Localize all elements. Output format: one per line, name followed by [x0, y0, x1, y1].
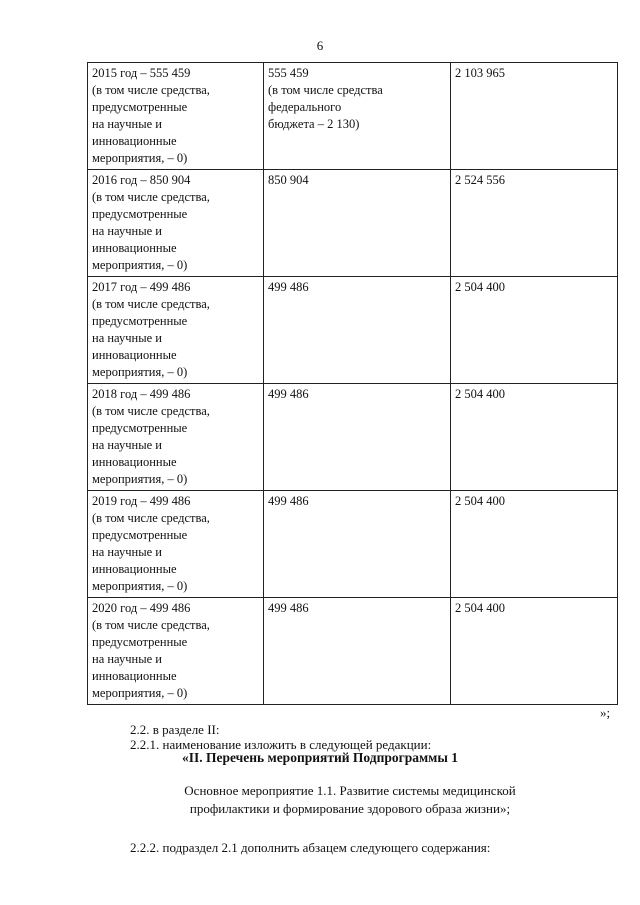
main-activity-block: [120, 782, 580, 818]
table-row: [88, 63, 618, 170]
cell-text-line: на научные и: [92, 224, 162, 238]
budget-table-body: [88, 63, 618, 705]
cell-text-line: мероприятия, – 0): [92, 686, 188, 700]
cell-text-line: инновационные: [92, 669, 177, 683]
cell-text-line: 2 103 965: [455, 66, 505, 80]
cell-text-line: мероприятия, – 0): [92, 579, 188, 593]
table-row: [88, 170, 618, 277]
cell-text-line: мероприятия, – 0): [92, 151, 188, 165]
table-cell-col1: [88, 384, 264, 491]
table-cell-col1: [88, 598, 264, 705]
table-cell-col3: [451, 598, 618, 705]
cell-text-line: (в том числе средства,: [92, 404, 210, 418]
cell-text-line: 2 524 556: [455, 173, 505, 187]
table-cell-col1: [88, 170, 264, 277]
cell-text-line: на научные и: [92, 652, 162, 666]
cell-text-line: 499 486: [268, 387, 309, 401]
cell-text-line: предусмотренные: [92, 528, 188, 542]
table-cell-col3: [451, 63, 618, 170]
cell-text-line: 555 459: [268, 66, 309, 80]
section-heading: «II. Перечень мероприятий Подпрограммы 1: [181, 750, 459, 765]
table-cell-col3: [451, 277, 618, 384]
table-cell-col1: [88, 277, 264, 384]
cell-text-line: 2018 год – 499 486: [92, 387, 191, 401]
cell-text-line: 2 504 400: [455, 280, 505, 294]
cell-text-line: 2017 год – 499 486: [92, 280, 191, 294]
closing-quote: »;: [600, 705, 611, 720]
table-cell-col1: [88, 63, 264, 170]
cell-text-line: 2015 год – 555 459: [92, 66, 191, 80]
cell-text-line: (в том числе средства,: [92, 297, 210, 311]
cell-text-line: инновационные: [92, 455, 177, 469]
table-cell-col3: [451, 491, 618, 598]
page-number: 6: [316, 38, 324, 53]
cell-text-line: инновационные: [92, 134, 177, 148]
budget-table: [87, 62, 618, 705]
cell-text-line: инновационные: [92, 241, 177, 255]
cell-text-line: 2 504 400: [455, 494, 505, 508]
cell-text-line: предусмотренные: [92, 635, 188, 649]
cell-text-line: мероприятия, – 0): [92, 472, 188, 486]
cell-text-line: на научные и: [92, 545, 162, 559]
cell-text-line: инновационные: [92, 562, 177, 576]
main-activity-line-1: Основное мероприятие 1.1. Развитие системы медицинской: [184, 783, 516, 798]
cell-text-line: 2016 год – 850 904: [92, 173, 191, 187]
cell-text-line: мероприятия, – 0): [92, 258, 188, 272]
cell-text-line: (в том числе средства,: [92, 511, 210, 525]
cell-text-line: 2 504 400: [455, 601, 505, 615]
cell-text-line: на научные и: [92, 117, 162, 131]
cell-text-line: предусмотренные: [92, 421, 188, 435]
cell-text-line: (в том числе средства,: [92, 190, 210, 204]
table-row: [88, 598, 618, 705]
table-cell-col3: [451, 384, 618, 491]
table-cell-col2: [264, 63, 451, 170]
cell-text-line: бюджета – 2 130): [268, 117, 360, 131]
cell-text-line: (в том числе средства,: [92, 618, 210, 632]
cell-text-line: предусмотренные: [92, 314, 188, 328]
cell-text-line: (в том числе средства,: [92, 83, 210, 97]
table-cell-col2: [264, 491, 451, 598]
cell-text-line: федерального: [268, 100, 342, 114]
cell-text-line: 499 486: [268, 494, 309, 508]
table-cell-col2: [264, 598, 451, 705]
cell-text-line: 2 504 400: [455, 387, 505, 401]
table-cell-col2: [264, 170, 451, 277]
cell-text-line: 2019 год – 499 486: [92, 494, 191, 508]
cell-text-line: 2020 год – 499 486: [92, 601, 191, 615]
table-row: [88, 384, 618, 491]
cell-text-line: мероприятия, – 0): [92, 365, 188, 379]
cell-text-line: на научные и: [92, 331, 162, 345]
table-row: [88, 277, 618, 384]
table-cell-col2: [264, 384, 451, 491]
cell-text-line: предусмотренные: [92, 100, 188, 114]
main-activity-line-2: профилактики и формирование здорового образа жизни»;: [189, 801, 511, 816]
table-cell-col1: [88, 491, 264, 598]
cell-text-line: 499 486: [268, 601, 309, 615]
cell-text-line: на научные и: [92, 438, 162, 452]
cell-text-line: (в том числе средства: [268, 83, 383, 97]
cell-text-line: 850 904: [268, 173, 309, 187]
cell-text-line: предусмотренные: [92, 207, 188, 221]
cell-text-line: 499 486: [268, 280, 309, 294]
table-cell-col2: [264, 277, 451, 384]
paragraph-2-2-2: 2.2.2. подраздел 2.1 дополнить абзацем следующего содержания:: [130, 840, 491, 855]
cell-text-line: инновационные: [92, 348, 177, 362]
table-row: [88, 491, 618, 598]
table-cell-col3: [451, 170, 618, 277]
paragraph-2-2: 2.2. в разделе II:: [130, 722, 220, 737]
paragraph-2-2-1: 2.2.1. наименование изложить в следующей редакции:: [130, 737, 432, 752]
